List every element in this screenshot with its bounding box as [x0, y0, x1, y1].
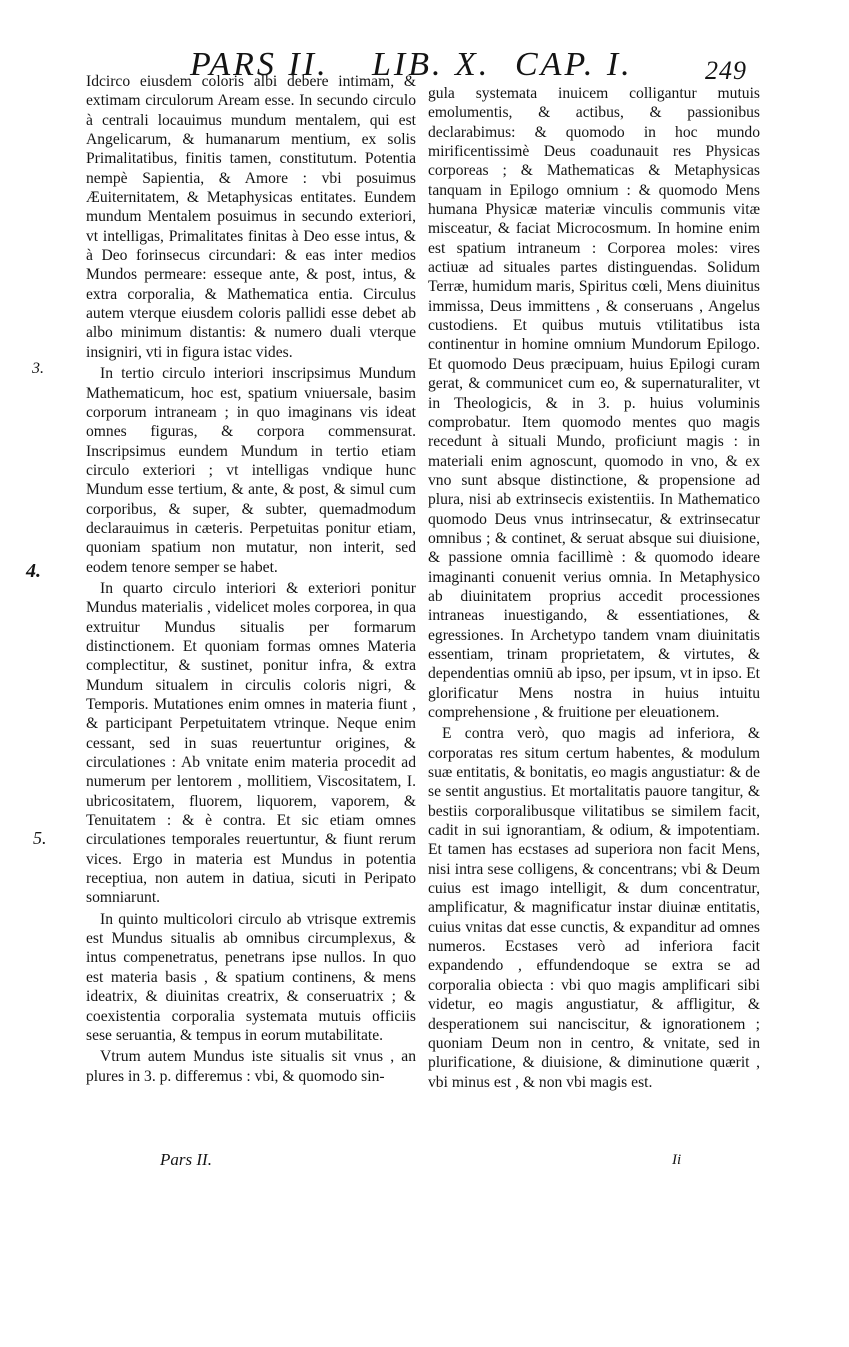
paragraph: Vtrum autem Mundus iste situalis sit vnus , an plures in 3. p. differemus : vbi, & quomodo sin- [86, 1048, 416, 1085]
paragraph: E contra verò, quo magis ad inferiora, & corporatas res situm certum habentes, & modulum suæ entitatis, & bonitatis, eo magis angustiatur: & de se sentit angustius. Et mortalitatis pauore tangitur, & bestiis corporalibusque vilitatibus se similem facit, cadit in sui ignorantiam, & odium, & impotentiam. Et tamen has ecstases ad superiora non facit Mens, nisi intra sese colligens, & concentrans; vbi & Deum cuius est imago intelligit, & dum concentratur, amplificatur, & magnificatur instar diuinæ entitatis, cuius vnitas dat esse cunctis, & expanditur ad omnes numeros. Ecstases verò ad inferiora facit expandendo , effundendoque se extra se ad corporalia obiecta : vbi quo magis amplificari sibi videtur, eo magis angustiatur, & affligitur, & desperationem sui nanciscitur, & ignorationem ; quoniam Deum non in centro, & vnitate, sed in plurificatione, & diuisione, & diminutione quærit , vbi minus est , & non vbi magis est. [428, 725, 760, 1091]
signature-mark: Pars II. [160, 1150, 212, 1169]
paragraph: In quinto multicolori circulo ab vtrisque extremis est Mundus situalis ab omnibus circumplexus, & intus compenetratus, penetrans ipse nullos. In quo est materia basis , & spatium continens, & mens ideatrix, & diuinitas creatrix, & conseruatrix ; & coexistentia corporalia systemata mutuis officiis sese seruantia, & tempus in eorum mutabilitate. [86, 910, 416, 1044]
margin-note-5: 5. [33, 828, 47, 848]
paragraph: Idcirco eiusdem coloris albi debere intimam, & extimam circulorum Aream esse. In secundo circulo à centrali locauimus mundum mentalem, qui est Angelicarum, & humanarum mentium, ex solis Primalitatibus, finitis tamen, constitutum. Potentia nempè Sapientia, & Amore : vbi posuimus Æuiternitatem, & Metaphysicas entitates. Eundem mundum Mentalem posuimus in secundo exteriori, vt intelligas, Primalitates finitas à Deo esse intus, & à Deo forinsecus circundari: & eas inter medios Mundos permeare: esseque ante, & post, intus, & extra corporalia, & Mathematica entia. Circulus autem vterque eiusdem coloris pallidi esse debet ab albo minimum distantis: & numero duali vterque insigniri, vti in figura istac vides. [86, 73, 416, 361]
paragraph: In quarto circulo interiori & exteriori ponitur Mundus materialis , videlicet moles corporea, in qua extruitur Mundus situalis per formarum distinctionem. Et quoniam formas omnes Materia complectitur, & sustinet, ponitur infra, & extra Mundum situalem in circulis coloris nigri, & Temporis. Mutationes enim omnes in materia fiunt , & participant Perpetuitatem vtrinque. Neque enim cessant, sed in suas reuertuntur origines, & circulationes : Ab vnitate enim materia procedit ad numerum per lentorem , mollitiem, Viscositatem, I. ubricositatem, fluorem, liquorem, vaporem, & Tenuitatem : & è contra. Et sic etiam omnes circulationes temporales reuertuntur, & fiunt rerum vices. Ergo in materia est Mundus in potentia receptiua, non autem in datiua, sicuti in Peripato somniarunt. [86, 579, 416, 907]
page-number: 249 [705, 56, 747, 85]
catchword: Ii [672, 1152, 682, 1168]
running-head-cap: CAP. I. [515, 46, 633, 83]
left-column [86, 72, 416, 1086]
margin-note-4: 4. [26, 560, 41, 582]
right-column [428, 84, 760, 1092]
running-head-part: PARS II. [190, 46, 329, 83]
running-head-lib: LIB. X. [372, 46, 491, 83]
paragraph: gula systemata inuicem colligantur mutuis emolumentis, & actibus, & passionibus declarabimus: & quomodo in hoc mundo mirificentissimè Deus coadunauit res Physicas corporeas ; & Mathematicas & Metaphysicas tanquam in Epilogo omnium : & quomodo Mens humana Physicæ materiæ vinculis communis vitæ misceatur, & faciat Microcosmum. In homine enim est spatium intraneum : Corporea moles: vires actiuæ ad situales partes distinguendas. Solidum Terræ, humidum maris, Spiritus cœli, Mens diuinitus immissa, Deus immittens , & conseruans , Angelus custodiens. Et quibus mutuis vtilitatibus ista continentur in homine omnium Mundorum Epilogo. Et quomodo Deus præcipuam, huius Epilogi curam gerat, & communicet cum eo, & supernaturaliter, vt in Theologicis, & in 3. p. huius voluminis comprobatur. Item quomodo mentes quo magis recedunt à situali Mundo, proficiunt magis : in materiali enim agnoscunt, quomodo in vno, & ex vno sunt absque distinctione, & propensione ad plura, nisi ab extrinsecis existentiis. In Mathematico quomodo Deus vnus intrinsecatur, & extrinsecatur omnibus ; & continet, & seruat absque sui diuisione, & passione omnia facillimè : & quomodo ideare imaginanti conuenit verius omnia. In Metaphysico ab diuinitatem proprius accedit processiones intraneas inuestigando, & essentiationes, & egressiones. In Archetypo tandem vnam diuinitatis essentiam, trinam proprietatem, & virtutes, & dependentias omniū ab ipso, per ipsum, vt in ipso. Et glorificatur Mens nostra in huius intuitu comprehensione , & fruitione per eleuationem. [428, 85, 760, 721]
margin-note-3: 3. [32, 360, 44, 377]
paragraph: In tertio circulo interiori inscripsimus Mundum Mathematicum, hoc est, spatium vniuersale, basim corporum intraneam ; in quo imaginans vis ideat omnes figuras, & corpora commensurat. Inscripsimus eundem Mundum in tertio etiam circulo exteriori ; vt intelligas vndique hunc Mundum esse tertium, & ante, & post, & simul cum corporibus, & super, & subter, quemadmodum declarauimus in cæteris. Perpetuitas ponitur etiam, quoniam spatium non mutatur, non interit, sed eodem tenore semper se habet. [86, 365, 416, 576]
